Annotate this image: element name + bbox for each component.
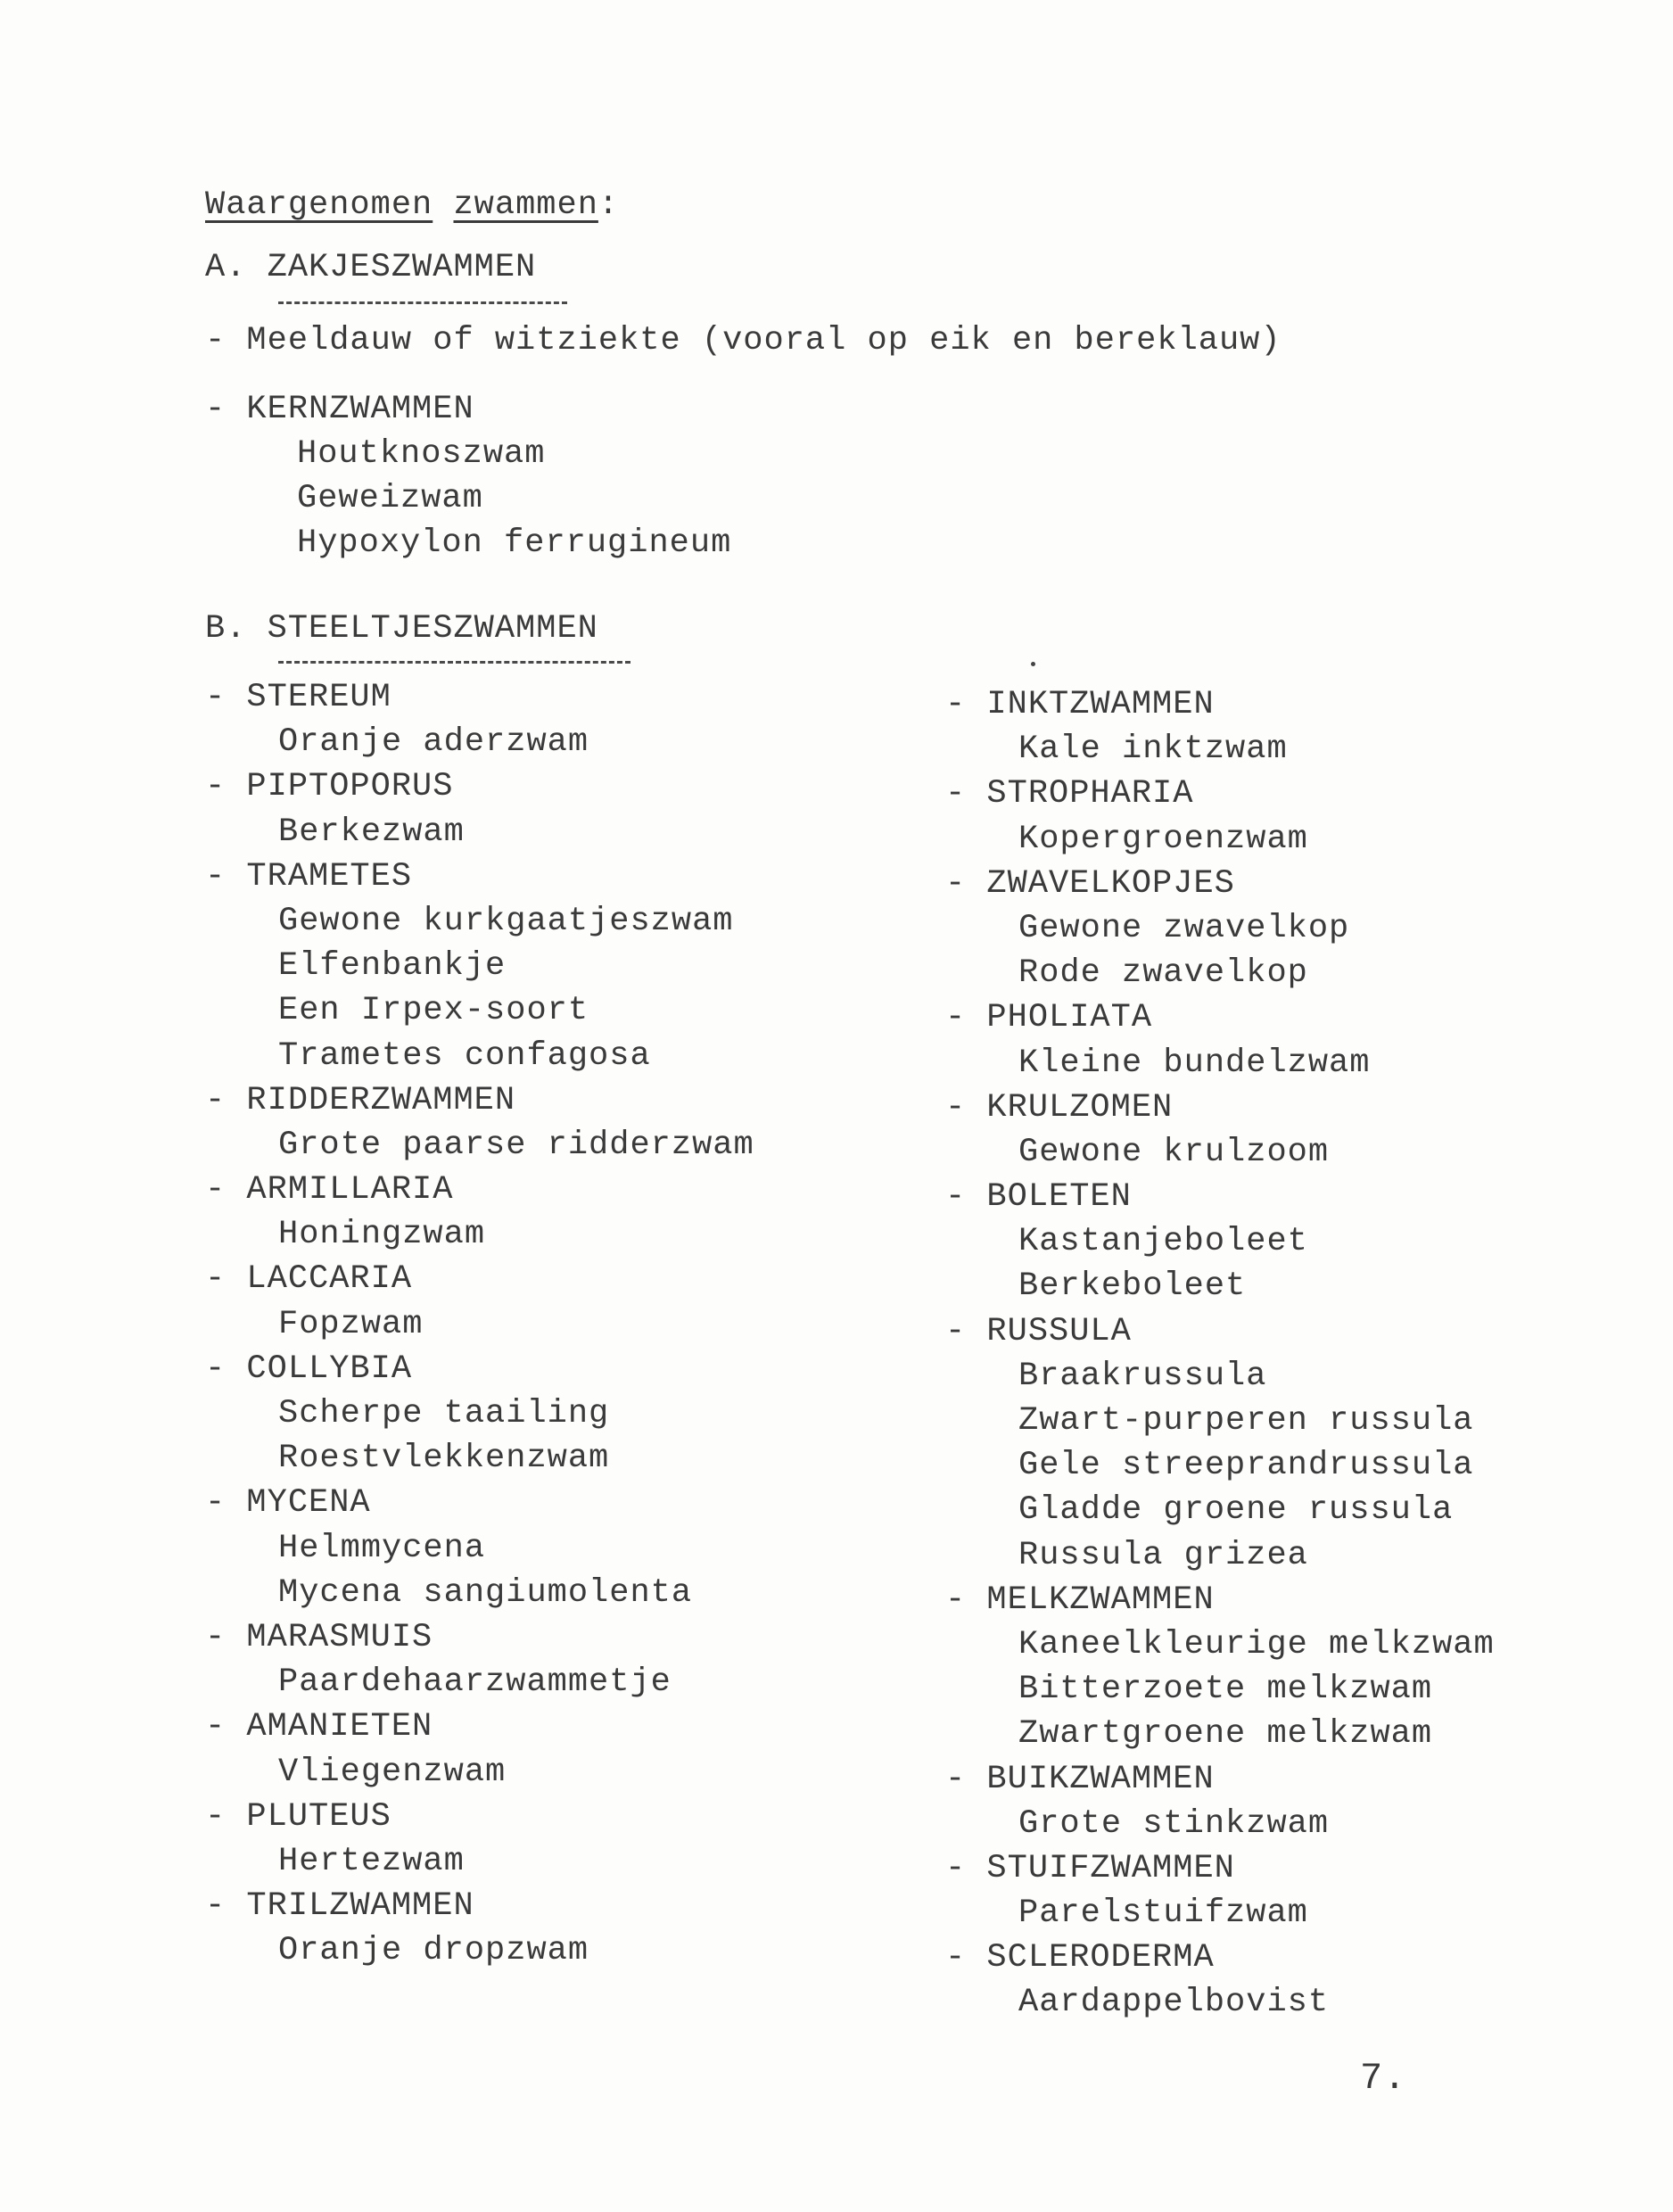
genus-label: - BUIKZWAMMEN — [945, 1760, 1215, 1798]
section-a-kern-label: - KERNZWAMMEN — [205, 391, 474, 428]
species-item: Rode zwavelkop — [1018, 954, 1308, 993]
section-a-line-meeldauw: - Meeldauw of witziekte (vooral op eik en bereklauw) — [205, 322, 1282, 359]
section-b-title: B. STEELTJESZWAMMEN — [205, 610, 598, 648]
species-item: Helmmycena — [278, 1529, 486, 1567]
species-item: Roestvlekkenzwam — [278, 1440, 610, 1478]
genus-label: - MARASMUIS — [205, 1618, 433, 1656]
species-item: Gele streeprandrussula — [1018, 1447, 1474, 1485]
species-item: Kopergroenzwam — [1018, 820, 1308, 858]
species-item: Elfenbankje — [278, 947, 507, 986]
heading-colon: : — [598, 186, 620, 224]
genus-label: - ARMILLARIA — [205, 1171, 454, 1209]
species-item: Russula grizea — [1018, 1536, 1308, 1574]
species-item: Gladde groene russula — [1018, 1491, 1454, 1530]
genus-label: - PLUTEUS — [205, 1797, 391, 1836]
genus-label: - RIDDERZWAMMEN — [205, 1081, 516, 1119]
species-item: Kale inktzwam — [1018, 730, 1288, 769]
species-item: Gewone krulzoom — [1018, 1133, 1330, 1171]
genus-label: - AMANIETEN — [205, 1708, 433, 1746]
section-a-kern-item: Geweizwam — [297, 480, 483, 517]
page-number: 7. — [1360, 2057, 1407, 2100]
genus-label: - ZWAVELKOPJES — [945, 864, 1235, 903]
species-item: Gewone kurkgaatjeszwam — [278, 902, 734, 940]
species-item: Scherpe taailing — [278, 1395, 610, 1432]
section-a-underline — [278, 301, 567, 304]
section-b-right-column — [945, 682, 1641, 2026]
species-item: Gewone zwavelkop — [1018, 909, 1350, 947]
genus-label: - MYCENA — [205, 1484, 371, 1523]
species-item: Paardehaarzwammetje — [278, 1663, 672, 1702]
genus-label: - BOLETEN — [945, 1178, 1132, 1217]
genus-label: - KRULZOMEN — [945, 1088, 1174, 1127]
section-a-title: A. ZAKJESZWAMMEN — [205, 249, 537, 286]
section-b-left-column — [205, 675, 919, 1973]
species-item: Een Irpex-soort — [278, 992, 589, 1030]
species-item: Berkezwam — [278, 813, 465, 851]
section-a-kern-item: Houtknoszwam — [297, 435, 546, 473]
heading-word-1: Waargenomen — [205, 186, 433, 224]
species-item: Aardappelbovist — [1018, 1984, 1330, 2022]
genus-label: - TRILZWAMMEN — [205, 1887, 474, 1926]
genus-label: - STROPHARIA — [945, 775, 1194, 813]
species-item: Bitterzoete melkzwam — [1018, 1671, 1433, 1709]
genus-label: - STUIFZWAMMEN — [945, 1849, 1235, 1887]
genus-label: - RUSSULA — [945, 1312, 1132, 1350]
genus-label: - STEREUM — [205, 679, 391, 716]
species-item: Fopzwam — [278, 1305, 424, 1343]
species-item: Oranje dropzwam — [278, 1932, 589, 1970]
species-item: Honingzwam — [278, 1216, 486, 1254]
section-b-underline — [278, 661, 630, 664]
species-item: Berkeboleet — [1018, 1267, 1247, 1306]
page-heading — [205, 183, 619, 227]
heading-word-2: zwammen — [453, 186, 598, 224]
genus-label: - SCLERODERMA — [945, 1939, 1215, 1977]
species-item: Mycena sangiumolenta — [278, 1573, 693, 1612]
stray-dot — [1031, 662, 1035, 666]
species-item: Vliegenzwam — [278, 1753, 507, 1791]
species-item: Kastanjeboleet — [1018, 1223, 1308, 1261]
species-item: Parelstuifzwam — [1018, 1894, 1308, 1933]
species-item: Grote paarse ridderzwam — [278, 1126, 754, 1164]
species-item: Braakrussula — [1018, 1357, 1267, 1395]
genus-label: - PHOLIATA — [945, 999, 1153, 1037]
species-item: Kaneelkleurige melkzwam — [1018, 1625, 1495, 1663]
species-item: Grote stinkzwam — [1018, 1804, 1330, 1843]
genus-label: - PIPTOPORUS — [205, 768, 454, 806]
species-item: Zwart-purperen russula — [1018, 1402, 1474, 1440]
genus-label: - INKTZWAMMEN — [945, 686, 1215, 723]
genus-label: - LACCARIA — [205, 1260, 413, 1299]
section-a-kern-item: Hypoxylon ferrugineum — [297, 524, 732, 562]
species-item: Hertezwam — [278, 1842, 465, 1880]
species-item: Kleine bundelzwam — [1018, 1044, 1371, 1082]
species-item: Oranje aderzwam — [278, 723, 589, 762]
genus-label: - MELKZWAMMEN — [945, 1581, 1215, 1619]
genus-label: - COLLYBIA — [205, 1349, 413, 1388]
species-item: Zwartgroene melkzwam — [1018, 1715, 1433, 1754]
species-item: Trametes confagosa — [278, 1036, 651, 1075]
genus-label: - TRAMETES — [205, 857, 413, 896]
